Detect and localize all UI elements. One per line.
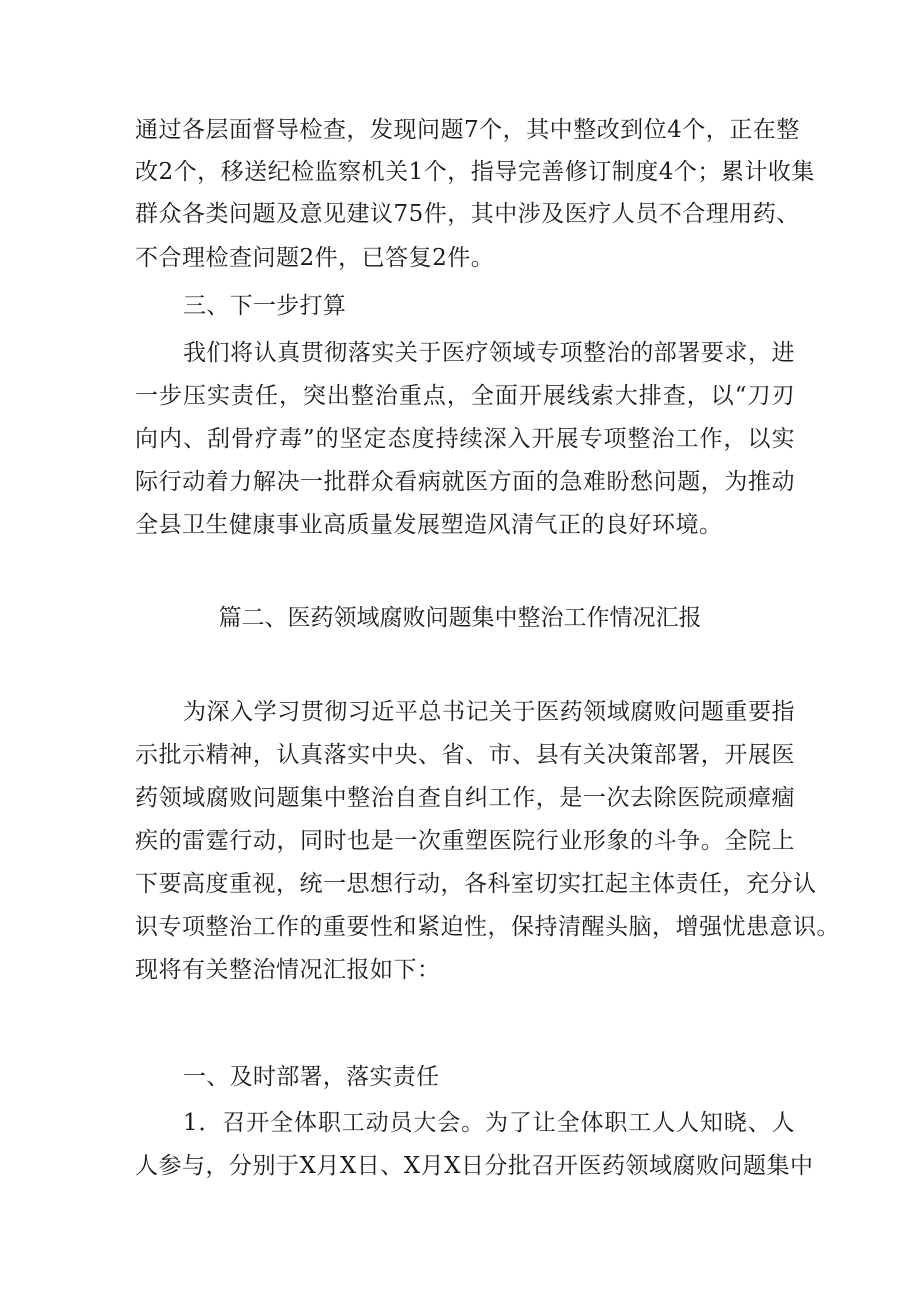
paragraph-line: 疾的雷霆行动，同时也是一次重塑医院行业形象的斗争。全院上 [135,828,795,854]
paragraph-line: 示批示精神，认真落实中央、省、市、县有关决策部署，开展医 [135,742,795,768]
paragraph-line: 群众各类问题及意见建议75件，其中涉及医疗人员不合理用药、 [135,201,800,227]
paragraph-line: 向内、刮骨疗毒”的坚定态度持续深入开展专项整治工作，以实 [135,426,795,452]
paragraph-line: 我们将认真贯彻落实关于医疗领域专项整治的部署要求，进 [183,340,795,366]
sub-heading: 一、及时部署，落实责任 [183,1064,440,1090]
paragraph-line: 通过各层面督导检查，发现问题7个，其中整改到位4个，正在整 [135,117,800,143]
paragraph-line: 药领域腐败问题集中整治自查自纠工作，是一次去除医院顽瘴痼 [135,785,795,811]
paragraph-line: 识专项整治工作的重要性和紧迫性，保持清醒头脑，增强忧患意识。 [135,914,840,940]
paragraph-line: 现将有关整治情况汇报如下： [135,957,441,983]
paragraph-line: 际行动着力解决一批群众看病就医方面的急难盼愁问题，为推动 [135,469,795,495]
section-heading: 三、下一步打算 [183,293,347,319]
paragraph-line: 人参与，分别于X月X日、X月X日分批召开医药领域腐败问题集中 [135,1153,814,1179]
paragraph-line: 为深入学习贯彻习近平总书记关于医药领域腐败问题重要指 [183,699,795,725]
paragraph-line: 一步压实责任，突出整治重点，全面开展线索大排查，以“刀刃 [135,383,795,409]
paragraph-line: 全县卫生健康事业高质量发展塑造风清气正的良好环境。 [135,512,723,538]
paragraph-line: 改2个，移送纪检监察机关1个，指导完善修订制度4个；累计收集 [135,159,815,185]
paragraph-line: 不合理检查问题2件，已答复2件。 [135,245,495,271]
paragraph-line: 1．召开全体职工动员大会。为了让全体职工人人知晓、人 [183,1110,795,1136]
article-title: 篇二、医药领域腐败问题集中整治工作情况汇报 [218,605,702,631]
paragraph-line: 下要高度重视，统一思想行动，各科室切实扛起主体责任，充分认 [135,871,817,897]
